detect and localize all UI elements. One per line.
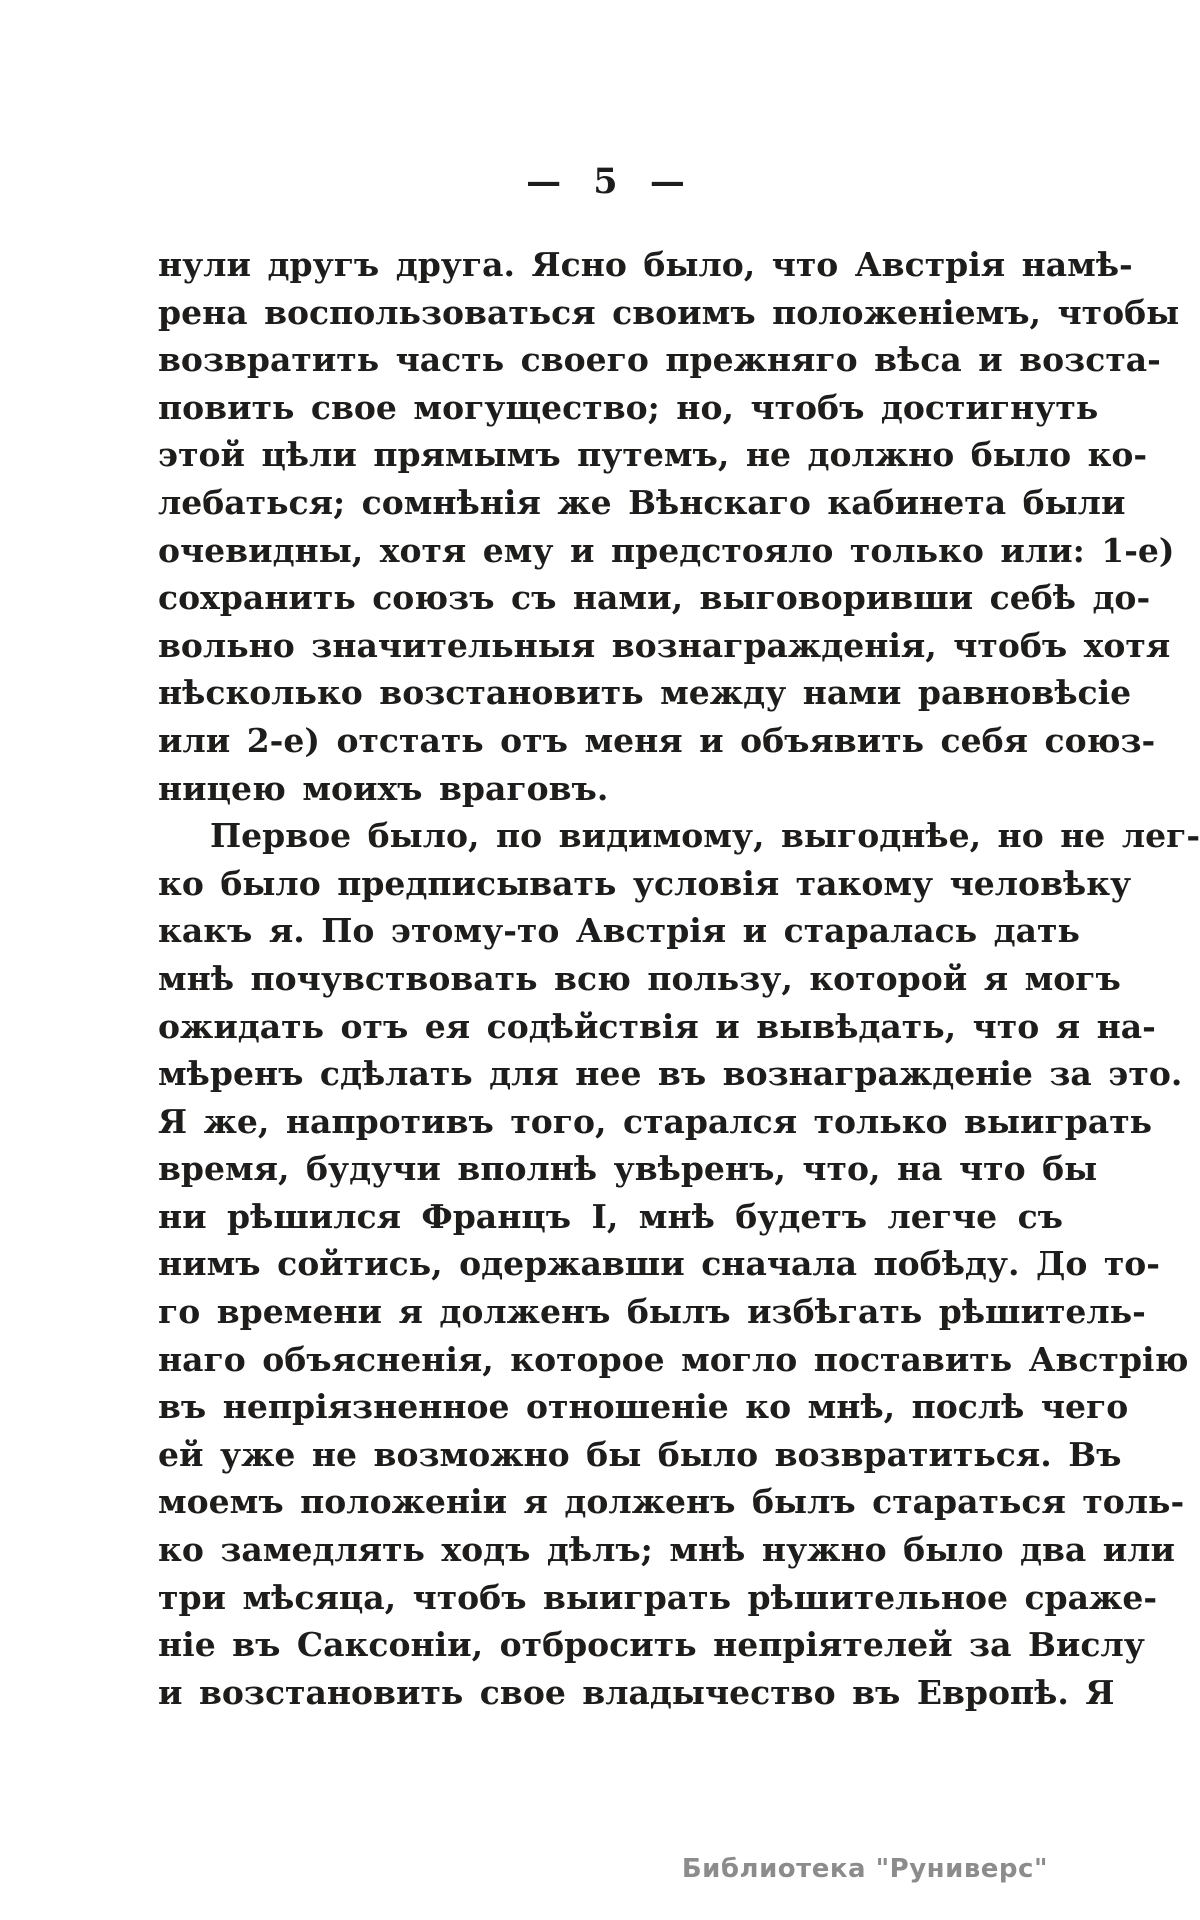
text-line: какъ я. По этому-то Австрія и старалась дать (158, 911, 1080, 951)
text-line: го времени я долженъ былъ избѣгать рѣшитель- (158, 1292, 1146, 1332)
text-line: сохранить союзъ съ нами, выговоривши себѣ до- (158, 578, 1151, 618)
text-line: повить свое могущество; но, чтобъ достигнуть (158, 387, 1099, 427)
text-line: этой цѣли прямымъ путемъ, не должно было ко- (158, 435, 1148, 475)
text-line: ожидать отъ ея содѣйствія и вывѣдать, что я на- (158, 1006, 1156, 1046)
library-watermark: Библиотека "Руниверс" (681, 1854, 1048, 1884)
text-line: очевидны, хотя ему и предстояло только или: 1-е) (158, 530, 1175, 570)
text-line: или 2-е) отстать отъ меня и объявить себя союз- (158, 720, 1156, 760)
text-line: нѣсколько возстановить между нами равновѣсіе (158, 673, 1132, 713)
text-line: въ непріязненное отношеніе ко мнѣ, послѣ чего (158, 1387, 1129, 1427)
text-line: ко было предписывать условія такому человѣку (158, 863, 1132, 903)
text-line: ни рѣшился Францъ I, мнѣ будетъ легче съ (158, 1196, 1063, 1236)
page-number: — 5 — (526, 161, 695, 202)
text-line: нули другъ друга. Ясно было, что Австрія намѣ- (158, 245, 1133, 284)
text-line: нимъ сойтись, одержавши сначала побѣду. До то- (158, 1244, 1160, 1284)
text-line: возвратить часть своего прежняго вѣса и возста- (158, 340, 1161, 380)
text-line: время, будучи вполнѣ увѣренъ, что, на что бы (158, 1149, 1098, 1189)
text-line: лебаться; сомнѣнія же Вѣнскаго кабинета были (158, 482, 1126, 522)
text-line: три мѣсяца, чтобъ выиграть рѣшительное сраже- (158, 1577, 1158, 1617)
text-line: моемъ положеніи я долженъ былъ стараться толь- (158, 1482, 1185, 1522)
text-line: рена воспользоваться своимъ положеніемъ, чтобы (158, 292, 1180, 332)
text-line: наго объясненія, которое могло поставить Австрію (158, 1339, 1189, 1379)
text-line: Первое было, по видимому, выгоднѣе, но не лег- (210, 816, 1200, 856)
text-line: вольно значительныя вознагражденія, чтобъ хотя (158, 625, 1171, 665)
text-line: мѣренъ сдѣлать для нее въ вознагражденіе за это. (158, 1054, 1183, 1094)
text-line: ей уже не возможно бы было возвратиться. Въ (158, 1434, 1122, 1474)
text-line: ко замедлять ходъ дѣлъ; мнѣ нужно было два или (158, 1530, 1175, 1570)
text-line: мнѣ почувствовать всю пользу, которой я могъ (158, 958, 1121, 998)
text-line: ніе въ Саксоніи, отбросить непріятелей за Вислу (158, 1625, 1145, 1665)
text-line: Я же, напротивъ того, старался только выиграть (158, 1101, 1153, 1141)
text-line: и возстановить свое владычество въ Европѣ. Я (158, 1672, 1115, 1712)
text-line: ницею моихъ враговъ. (158, 768, 609, 808)
page-text (158, 241, 1200, 1716)
